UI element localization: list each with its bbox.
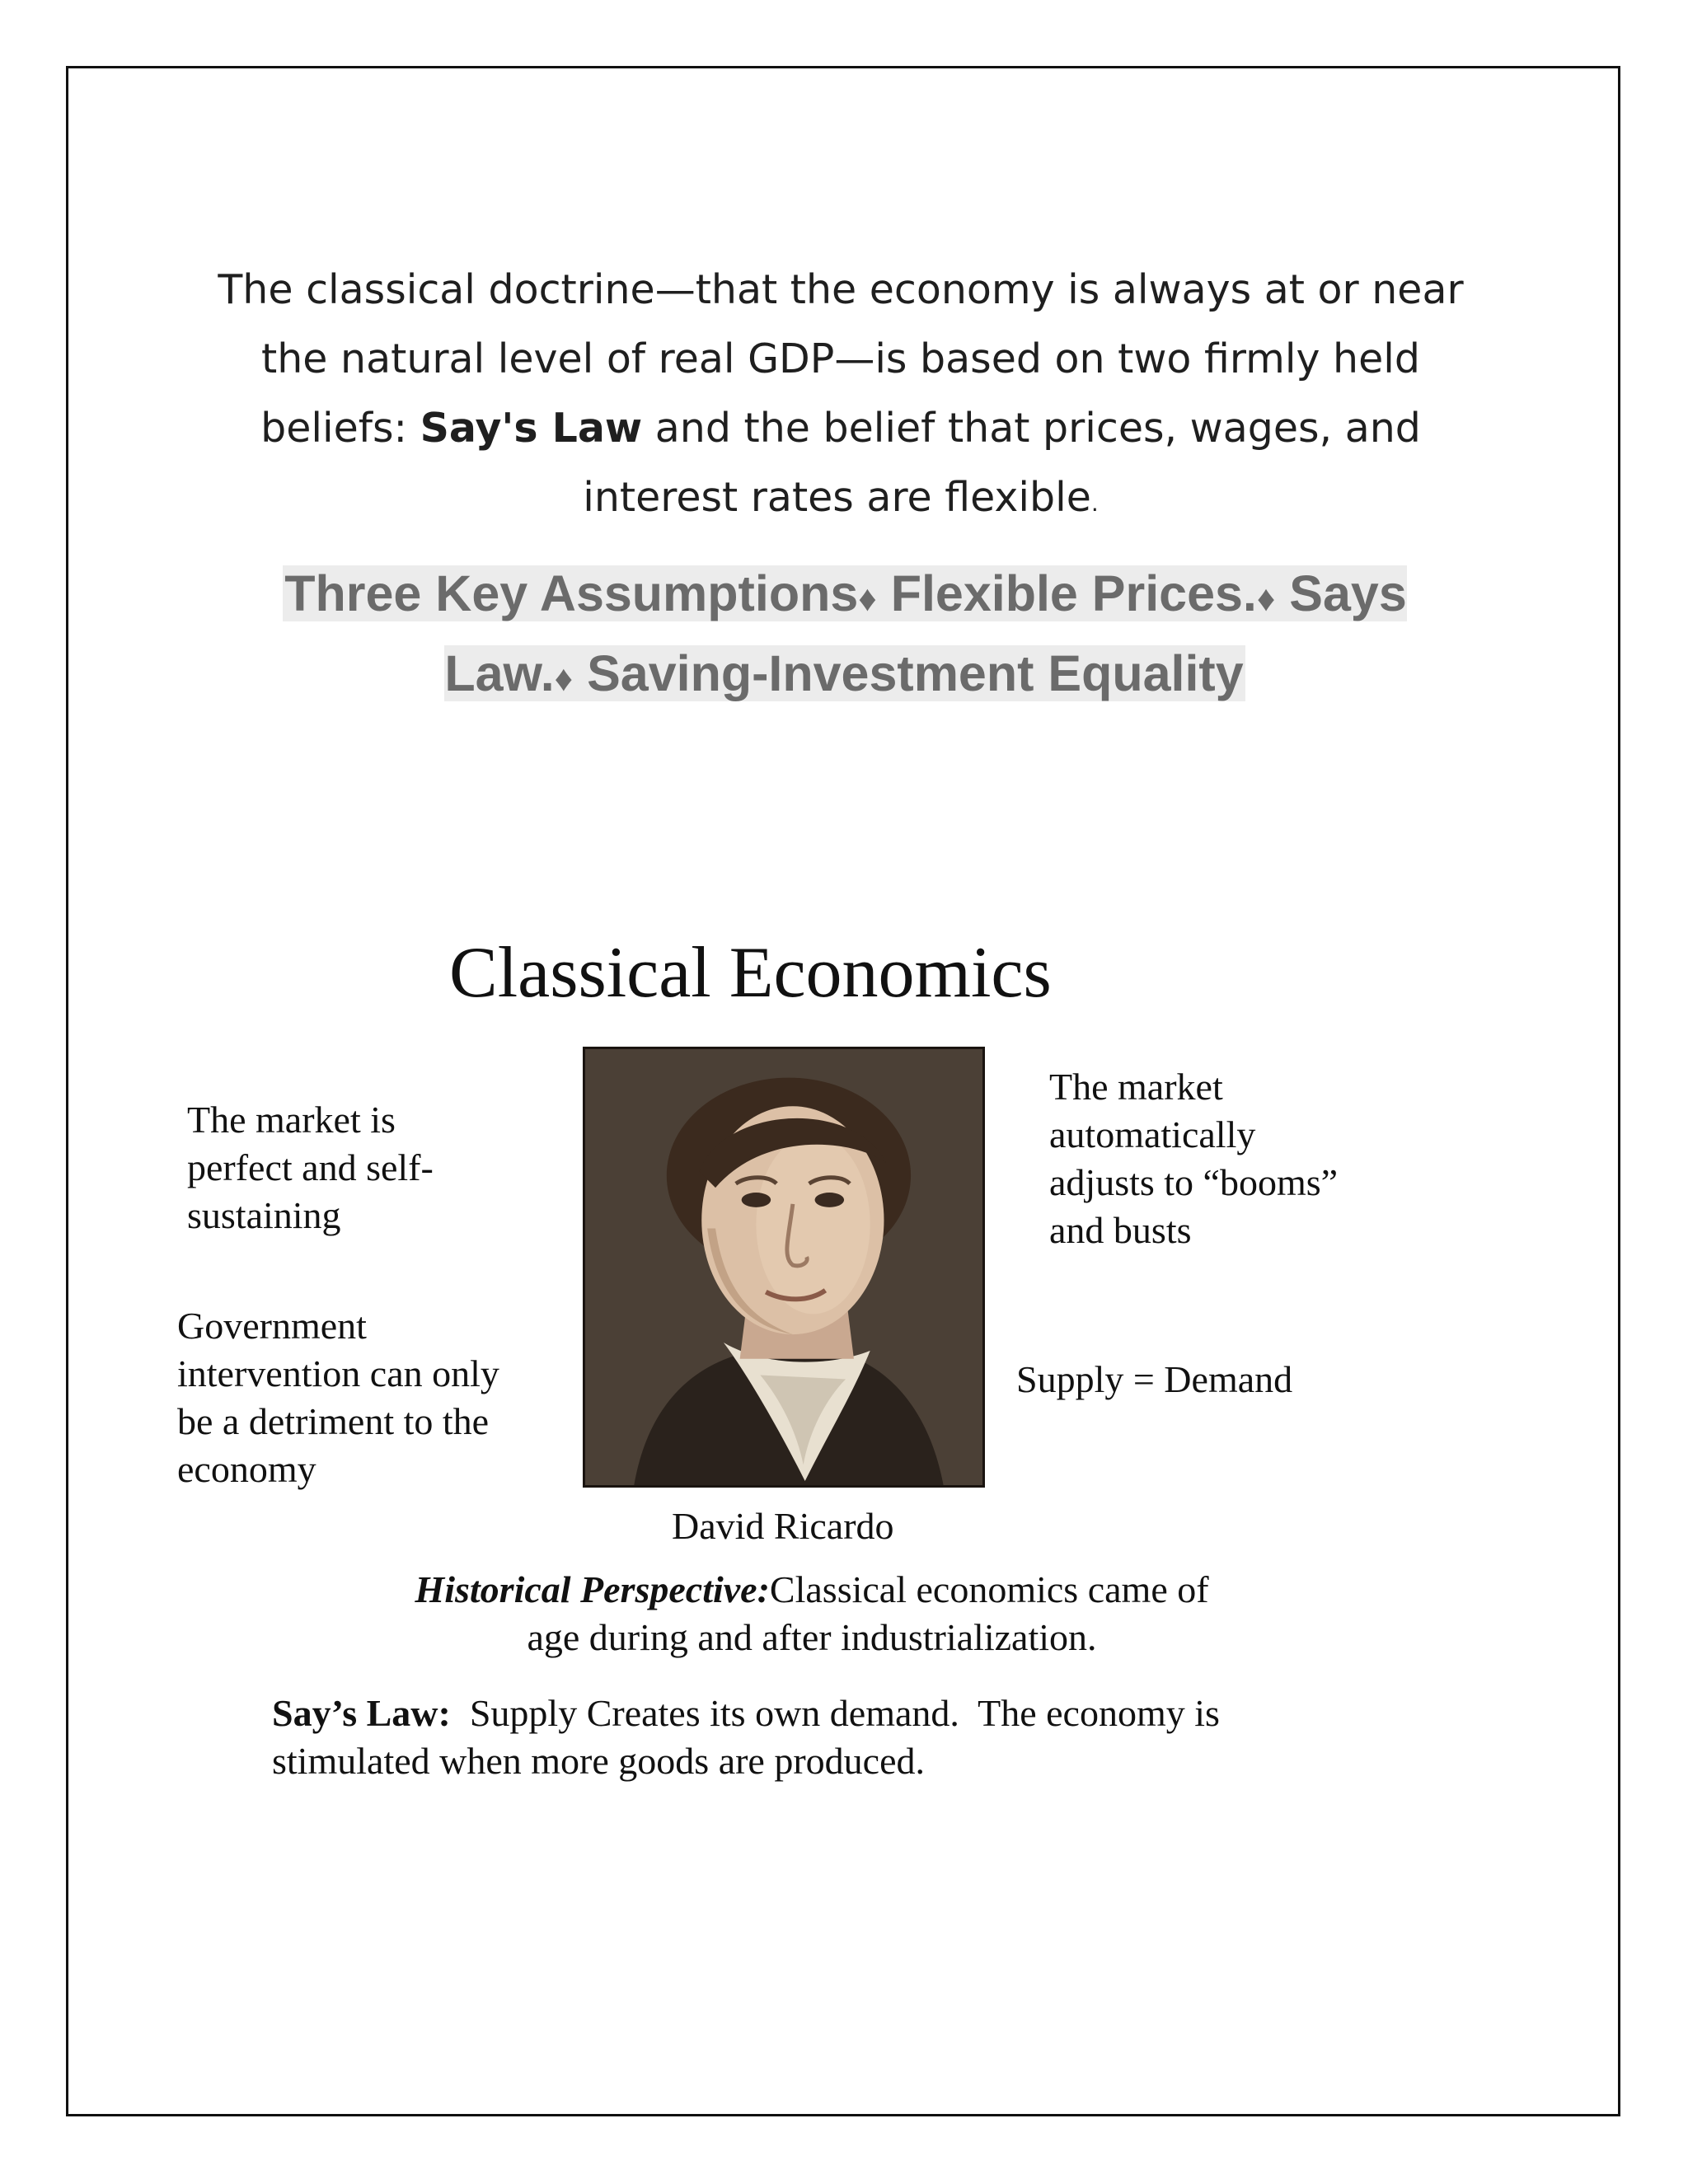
- intro-end-dot: .: [1090, 490, 1099, 517]
- says-law-text: Supply Creates its own demand. The economy is stimulated when more goods are produced.: [272, 1692, 1230, 1782]
- portrait-image: [585, 1049, 982, 1485]
- intro-paragraph: [190, 255, 1492, 538]
- figure-title: Classical Economics: [449, 933, 1052, 1013]
- supply-demand-note: Supply = Demand: [1016, 1358, 1293, 1400]
- says-law-note: [272, 1690, 1343, 1785]
- assumptions-intro: Three Key Assumptions: [284, 565, 859, 621]
- diamond-icon: ♦: [858, 579, 877, 619]
- left-top-note: The market is perfect and self-sustaining: [187, 1099, 434, 1236]
- says-law-label: Say’s Law:: [272, 1692, 451, 1734]
- historical-label: Historical Perspective:: [415, 1568, 770, 1610]
- intro-text-before: The classical doctrine—that the economy is always at or near the natural level of real GDP—is based on two firmly held beliefs:: [218, 266, 1464, 452]
- left-bottom-note: Government intervention can only be a detriment to the economy: [177, 1305, 499, 1490]
- key-assumptions-heading: [231, 556, 1459, 716]
- classical-economics-figure: [152, 931, 1405, 1821]
- diamond-icon: ♦: [1256, 579, 1276, 619]
- intro-text-after: and the belief that prices, wages, and interest rates are flexible: [583, 405, 1421, 521]
- assumption-item: Saving-Investment Equality: [587, 645, 1244, 701]
- assumption-item: Says Law.: [444, 565, 1407, 701]
- assumption-item: Flexible Prices.: [890, 565, 1257, 621]
- intro-bold-term: Say's Law: [420, 405, 643, 452]
- historical-perspective: [400, 1566, 1224, 1661]
- diamond-icon: ♦: [554, 658, 574, 699]
- david-ricardo-portrait: [583, 1047, 985, 1488]
- portrait-caption: David Ricardo: [672, 1505, 894, 1547]
- historical-text: Classical economics came of age during and after industrialization.: [527, 1568, 1209, 1658]
- right-top-note: The market automatically adjusts to “booms” and busts: [1049, 1066, 1339, 1251]
